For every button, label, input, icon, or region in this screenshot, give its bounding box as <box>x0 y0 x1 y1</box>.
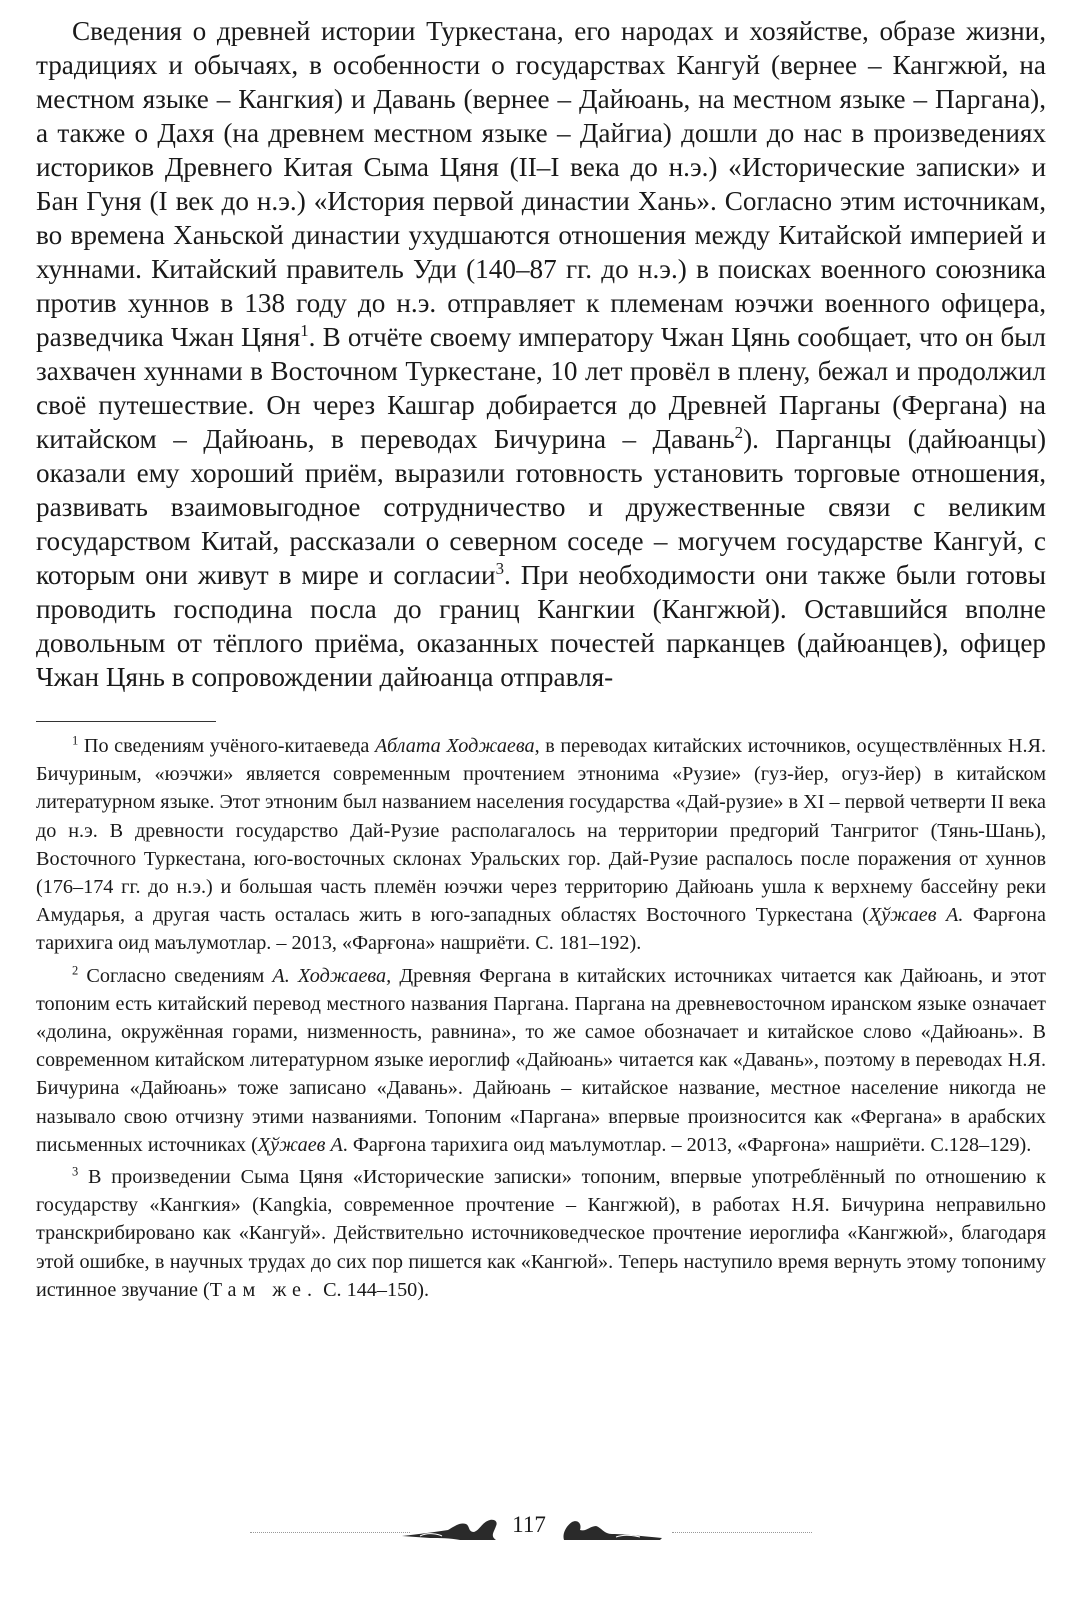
footnote-2 <box>36 962 1046 1159</box>
footnote-1-text-b: , в переводах китайских источников, осуществлённых Н.Я. Бичуриным, «юэчжи» является современным прочтением этнонима «Рузие» (гуз-йер, огуз-йер) в китайском литературном языке. Этот этноним был названием населения государства «Дай-рузие» в XI – первой четверти II века до н.э. В древности государство Дай-Рузие располагалось на территории предгорий Тангритог (Тянь-Шань), Восточного Туркестана, юго-восточных склонах Уральских гор. Дай-Рузие распалось после поражения от хуннов (176–174 гг. до н.э.) и большая часть племён юэчжи через территорию Дайюань ушла к верхнему бассейну реки Амударья, а другая часть осталась жить в юго-западных областях Восточного Туркестана ( <box>36 735 1046 927</box>
footnote-2-citation-author: Ҳўжаев А <box>257 1133 343 1156</box>
main-text-part-2: . В отчёте своему императору Чжан Цянь сообщает, что он был захвачен хуннами в Восточном Туркестане, 10 лет провёл в плену, бежал и продолжил своё путешествие. Он через Кашгар добирается до Древней Парганы (Фергана) на китайском – Дайюань, в переводах Бичурина – Давань <box>36 322 1046 454</box>
footnotes <box>36 732 1046 1304</box>
footnote-3-mark: 3 <box>72 1164 79 1179</box>
footnote-1-text-c: Фарғона тарихига оид маълумотлар. – 2013, «Фарғона» нашриёти. С. 181–192). <box>36 904 1046 955</box>
main-paragraph <box>36 14 1046 694</box>
main-text-part-4: . При необходимости они также были готовы проводить господина посла до границ Кангкии (Кангжюй). Оставшийся вполне довольным от тёплого приёма, оказанных почестей парканцев (дайюанцев), офицер Чжан Цянь в сопровождении дайюанца отправля- <box>36 560 1046 692</box>
footnote-2-text-b: Древняя Фергана в китайских источниках читается как Дайюань, и этот топоним есть китайский перевод местного названия Паргана. Паргана на древневосточном иранском языке означает «долина, окружённая горами, низменность, равнина», то же самое обозначает и китайское слово «Дайюань». В современном китайском литературном языке иероглиф «Дайюань» читается как «Давань», поэтому в переводах Н.Я. Бичурина «Дайюань» тоже записано «Давань». Дайюань – китайское название, местное население никогда не называло свою отчизну этими названиями. Топоним «Паргана» впервые произносится как «Фергана» в арабских письменных источниках ( <box>36 964 1047 1156</box>
footnote-2-mark: 2 <box>72 962 79 977</box>
footnote-1-author: Аблата Ходжаева <box>375 735 535 757</box>
footnote-3-ibid: Там же. <box>209 1278 319 1301</box>
footer-rule-right <box>672 1532 812 1533</box>
main-text-part-3: ). Парганцы (дайюанцы) оказали ему хороший приём, выразили готовность установить торговые отношения, развивать взаимовыгодное сотрудничество и дружественные связи с великим государством Китай, рассказали о северном соседе – могучем государстве Кангуй, с которым они живут в мире и согласии <box>36 424 1046 590</box>
footnote-ref-2[interactable]: 2 <box>734 422 744 442</box>
footnote-2-author: А. Ходжаева, <box>272 964 392 987</box>
footnote-3-text-c: С. 144–150). <box>318 1278 430 1301</box>
footnote-3 <box>36 1163 1046 1304</box>
footnote-2-text-a: Согласно сведениям <box>78 964 273 987</box>
footnote-ref-3[interactable]: 3 <box>495 558 504 578</box>
ornament-left-icon <box>400 1516 500 1544</box>
footnote-ref-1[interactable]: 1 <box>300 320 309 340</box>
page-footer <box>0 1506 1082 1554</box>
main-text-part-1: Сведения о древней истории Туркестана, его народах и хозяйстве, образе жизни, традициях и обычаях, в особенности о государствах Кангуй (вернее – Кангжюй, на местном языке – Кангкия) и Давань (вернее – Дайюань, на местном языке – Паргана), а также о Дахя (на древнем местном языке – Дайгиа) дошли до нас в произведениях историков Древнего Китая Сыма Цяня (II–I века до н.э.) «Исторические записки» и Бан Гуня (I век до н.э.) «История первой династии Хань». Согласно этим источникам, во времена Ханьской династии ухудшаются отношения между Китайской империей и хуннами. Китайский правитель Уди (140–87 гг. до н.э.) в поисках военного союзника против хуннов в 138 году до н.э. отправляет к племенам юэчжи военного офицера, разведчика Чжан Цяня <box>36 16 1046 352</box>
main-text <box>36 14 1046 694</box>
footnote-1 <box>36 732 1046 958</box>
footnote-divider <box>36 721 216 722</box>
footnote-1-citation-author: Ҳўжаев А. <box>868 904 964 927</box>
footnote-3-text-a: В произведении Сыма Цяня «Исторические записки» топоним, впервые употреблённый по отношению к государству «Кангкия» (Kangkia, современное прочтение – Кангжюй), в работах Н.Я. Бичурина неправильно транскрибировано как «Кангуй». Действительно источниковедческое прочтение иероглифа «Кангжюй», благодаря этой ошибке, в научных трудах до сих пор пишется как «Кангюй». Теперь наступило время вернуть этому топониму истинное звучание ( <box>36 1166 1046 1301</box>
footnote-1-mark: 1 <box>72 733 79 748</box>
footer-rule-left <box>250 1532 410 1533</box>
footnote-2-text-c: . Фарғона тарихига оид маълумотлар. – 2013, «Фарғона» нашриёти. С.128–129). <box>342 1133 1032 1156</box>
ornament-right-icon <box>560 1516 665 1544</box>
page-number: 117 <box>512 1512 546 1537</box>
footnote-1-text-a: По сведениям учёного-китаеведа <box>78 735 375 757</box>
